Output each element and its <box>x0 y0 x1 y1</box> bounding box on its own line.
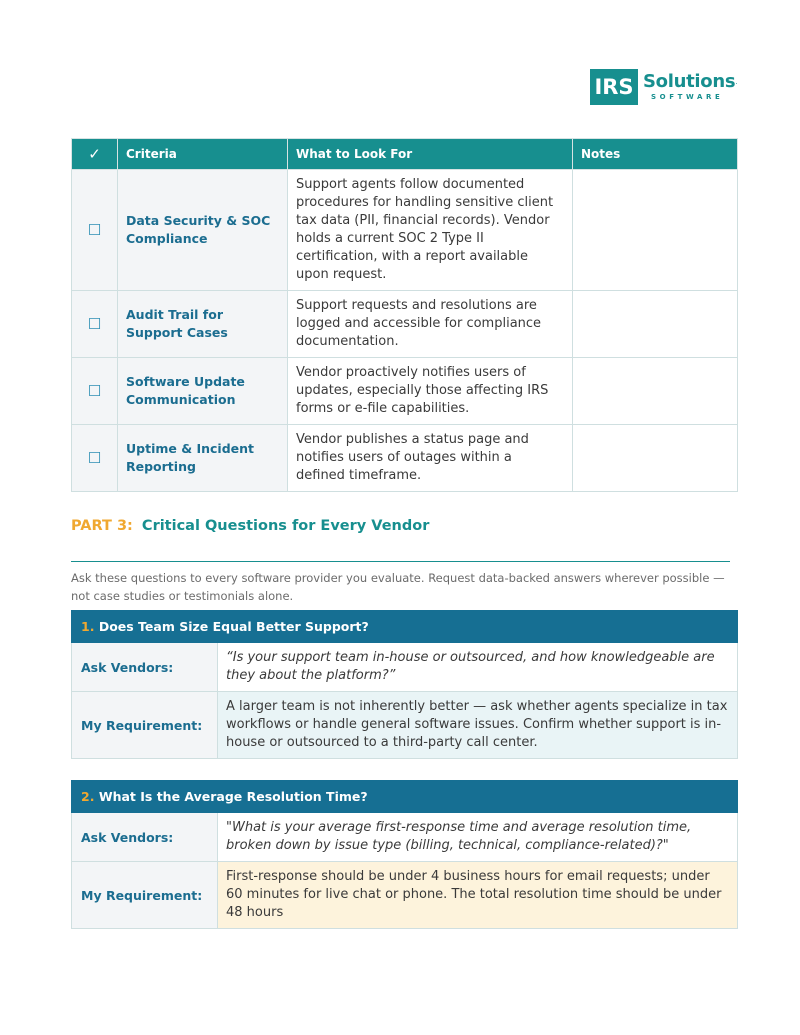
question-text: Does Team Size Equal Better Support? <box>98 619 369 634</box>
ask-vendors-label: Ask Vendors: <box>72 813 218 862</box>
ask-vendors-row <box>72 813 738 862</box>
checkbox-icon[interactable]: ☐ <box>72 425 118 492</box>
irs-solutions-logo <box>590 69 737 105</box>
ask-vendors-row <box>72 643 738 692</box>
ask-vendors-label: Ask Vendors: <box>72 643 218 692</box>
question-title <box>72 611 738 643</box>
my-requirement-row <box>72 862 738 929</box>
checkbox-icon[interactable]: ☐ <box>72 291 118 358</box>
section-divider <box>71 561 730 562</box>
criteria-name: Software Update Communication <box>118 358 288 425</box>
question-text: What Is the Average Resolution Time? <box>98 789 368 804</box>
what-to-look-for-column-header: What to Look For <box>288 139 573 170</box>
my-requirement-text: A larger team is not inherently better — ask whether agents specialize in tax workflows or handle general software issues. Confirm whether support is in-house or outsourced to a third-party call center. <box>218 692 738 759</box>
question-block-2 <box>71 780 738 929</box>
criteria-description: Vendor publishes a status page and notifies users of outages within a defined timeframe. <box>288 425 573 492</box>
my-requirement-row <box>72 692 738 759</box>
notes-cell[interactable] <box>573 170 738 291</box>
logo-word: Solutions <box>643 71 736 92</box>
criteria-name: Uptime & Incident Reporting <box>118 425 288 492</box>
table-row <box>72 291 738 358</box>
my-requirement-text: First-response should be under 4 business hours for email requests; under 60 minutes for live chat or phone. The total resolution time should be under 48 hours <box>218 862 738 929</box>
criteria-description: Support requests and resolutions are logged and accessible for compliance documentation. <box>288 291 573 358</box>
part3-number: PART 3: <box>71 518 133 534</box>
table-row <box>72 425 738 492</box>
criteria-header-row <box>72 139 738 170</box>
criteria-column-header: Criteria <box>118 139 288 170</box>
criteria-description: Support agents follow documented procedures for handling sensitive client tax data (PII, financial records). Vendor holds a current SOC 2 Type II certification, with a report available upon request. <box>288 170 573 291</box>
part3-intro: Ask these questions to every software provider you evaluate. Request data-backed answers wherever possible — not case studies or testimonials alone. <box>71 571 725 603</box>
my-requirement-label: My Requirement: <box>72 692 218 759</box>
question-number: 2. <box>81 789 95 804</box>
table-row <box>72 170 738 291</box>
notes-cell[interactable] <box>573 358 738 425</box>
criteria-description: Vendor proactively notifies users of updates, especially those affecting IRS forms or e-file capabilities. <box>288 358 573 425</box>
ask-vendors-text: "What is your average first-response time and average resolution time, broken down by issue type (billing, technical, compliance-related)?" <box>218 813 738 862</box>
question-number: 1. <box>81 619 95 634</box>
table-row <box>72 358 738 425</box>
checkbox-icon[interactable]: ☐ <box>72 358 118 425</box>
logo-subtitle: SOFTWARE <box>651 93 724 101</box>
ask-vendors-text: “Is your support team in-house or outsourced, and how knowledgeable are they about the platform?” <box>218 643 738 692</box>
criteria-table <box>71 138 738 492</box>
notes-cell[interactable] <box>573 425 738 492</box>
notes-column-header: Notes <box>573 139 738 170</box>
question-title <box>72 781 738 813</box>
logo-mark: . <box>735 78 738 86</box>
notes-cell[interactable] <box>573 291 738 358</box>
check-column-header: ✓ <box>72 139 118 170</box>
question-block-1 <box>71 610 738 759</box>
part3-heading <box>71 518 429 534</box>
criteria-name: Data Security & SOC Compliance <box>118 170 288 291</box>
checkbox-icon[interactable]: ☐ <box>72 170 118 291</box>
part3-title: Critical Questions for Every Vendor <box>141 518 430 534</box>
my-requirement-label: My Requirement: <box>72 862 218 929</box>
criteria-name: Audit Trail for Support Cases <box>118 291 288 358</box>
logo-box: IRS <box>590 69 638 105</box>
